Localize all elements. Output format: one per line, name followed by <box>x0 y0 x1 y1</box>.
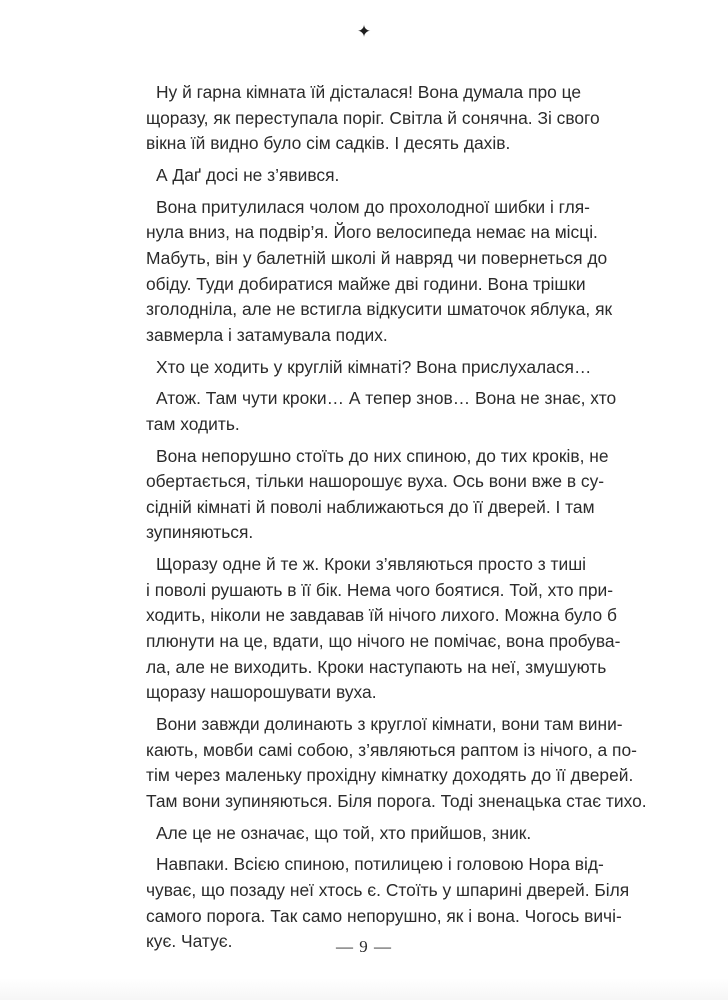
text-line: Навпаки. Всією спиною, потилицею і головою Нора від- <box>156 854 604 875</box>
body-text <box>146 80 647 955</box>
text-line: Хто це ходить у круглій кімнаті? Вона прислухалася… <box>156 356 592 377</box>
text-line: зупиняються. <box>146 522 254 543</box>
text-line: тім через маленьку прохідну кімнатку доходять до її дверей. <box>146 765 634 786</box>
text-line: завмерла і затамувала подих. <box>146 324 388 345</box>
chapter-ornament-icon: ✦ <box>356 22 372 41</box>
text-line: кує. Чатує. <box>146 931 233 952</box>
text-line: вікна їй видно було сім садків. І десять дахів. <box>146 133 511 154</box>
text-line: Вони завжди долинають з круглої кімнати, вони там вини- <box>156 713 623 734</box>
text-line: самого порога. Так само непорушно, як і вона. Чогось вичі- <box>146 905 622 926</box>
text-line: чуває, що позаду неї хтось є. Стоїть у шпарині дверей. Біля <box>146 879 630 900</box>
text-line: Там вони зупиняються. Біля порога. Тоді зненацька стає тихо. <box>146 790 647 811</box>
text-line: Вона непорушно стоїть до них спиною, до тих кроків, не <box>156 445 609 466</box>
text-line: обіду. Туди добиратися майже дві години. Вона трішки <box>146 273 586 294</box>
text-line: Щоразу одне й те ж. Кроки з’являються просто з тиші <box>156 554 587 575</box>
text-line: зголодніла, але не встигла відкусити шматочок яблука, як <box>146 299 613 320</box>
text-line: Вона притулилася чолом до прохолодної шибки і гля- <box>156 196 590 217</box>
text-line: ходить, ніколи не завдавав їй нічого лихого. Можна було б <box>146 605 617 626</box>
text-line: щоразу, як переступала поріг. Світла й сонячна. Зі свого <box>146 107 600 128</box>
text-line: нула вниз, на подвір’я. Його велосипеда немає на місці. <box>146 222 598 243</box>
page-bottom-edge <box>0 978 728 1000</box>
text-line: сідній кімнаті й поволі наближаються до її дверей. І там <box>146 496 595 517</box>
text-line: там ходить. <box>146 413 240 434</box>
text-line: плюнути на це, вдати, що нічого не помічає, вона пробува- <box>146 631 621 651</box>
text-line: щоразу нашорошувати вуха. <box>146 682 377 703</box>
text-line: кають, мовби самі собою, з’являються раптом із нічого, а по- <box>146 739 637 760</box>
text-line: ла, але не виходить. Кроки наступають на неї, змушують <box>146 656 607 677</box>
page-number: — 9 — <box>336 937 392 956</box>
text-line: Ну й гарна кімната їй дісталася! Вона думала про це <box>156 82 582 102</box>
text-line: Атож. Там чути кроки… А тепер знов… Вона не знає, хто <box>156 388 617 409</box>
text-line: Мабуть, він у балетній школі й навряд чи повернеться до <box>146 247 608 268</box>
text-line: обертається, тільки нашорошує вуха. Ось вони вже в су- <box>146 471 605 492</box>
text-line: і поволі рушають в її бік. Нема чого боятися. Той, хто при- <box>146 579 614 600</box>
text-line: Але це не означає, що той, хто прийшов, зник. <box>156 822 532 843</box>
text-line: А Даґ досі не з’явився. <box>156 164 340 185</box>
